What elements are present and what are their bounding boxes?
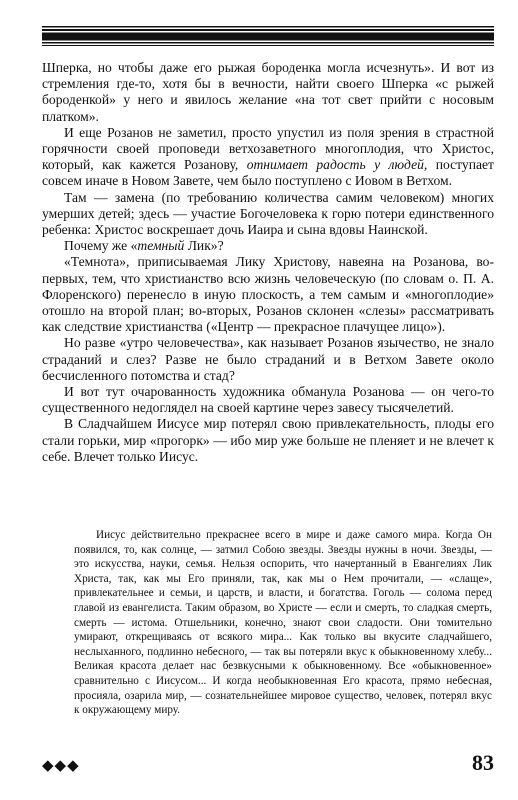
paragraph-3 — [42, 190, 494, 239]
quote-paragraph: Иисус действительно прекраснее всего в мире и даже самого мира. Когда Он появился, то, как солнце, — затмил Собою звезды. Звезды нужны в ночи. Звезды, — это искусства, науки, семья. Нельзя оспорить, что начертанный в Евангелиях Лик Христа, так, как мы Его приняли, так, как мы о Нем прочитали, — «слаще», привлекательнее и семьи, и царств, и власти, и богатства. Гоголь — солома перед главой из евангелиста. Таким образом, во Христе — если и смерть, то сладкая смерть, смерть — истома. Отшельники, конечно, знают свои сладости. Они томительно умирают, открещиваясь от всякого мира... Как только вы вкусите сладчайшего, неслыханного, подлинно небесного, — так вы потеряли вкус к обыкновенному хлебу... Великая красота делает нас безвкусными к обыкновенному. Все «обыкновенное» сравнительно с Иисусом... И когда необыкновенная Его красота, прямо небесная, просияла, озарила мир, — сознательнейшее мировое существо, человек, потерял вкус к окружающему миру. — [74, 529, 492, 717]
text-span: В Сладчайшем Иисусе мир потерял свою привлекательность, плоды его стали горьки, мир «прогорк» — ибо мир уже больше не пленяет и не влечет к себе. Влечет только Иисус. — [42, 416, 494, 464]
paragraph-5 — [42, 254, 494, 335]
text-span: Шперка, но чтобы даже его рыжая бороденка могла исчезнуть». И вот из стремления где-то, хотя бы в вечности, найти своего Шперка «с рыжей бороденкой» у него и явилось желание «на тот свет прийти с носовым платком». — [42, 60, 494, 124]
page-number: 83 — [472, 750, 494, 775]
diamond-ornament-icon: ◆◆◆ — [42, 756, 80, 774]
italic-span: темный — [137, 238, 185, 254]
italic-span: отнимает радость у людей, — [246, 157, 428, 173]
main-text-body — [42, 60, 494, 465]
paragraph-4 — [42, 238, 494, 254]
paragraph-8 — [42, 416, 494, 465]
paragraph-1 — [42, 60, 494, 125]
text-span: Но разве «утро человечества», как называет Розанов язычество, не знало страданий и слез? Разве не было страданий и в Ветхом Завете около бесчисленного потомства и стад? — [42, 335, 494, 383]
text-span: И еще Розанов не заметил, просто упустил из поля зрения в страстной горячности своей проповеди ветхозаветного многоплодия, что Христос, который, как кажется Розанову, — [42, 124, 494, 173]
text-span: Там — замена (по требованию количества самим человеком) многих умерших детей; здесь — участие Богочеловека к горю потери единственного ребенка: Христос воскрешает дочь Иаира и сына вдовы Наинской. — [42, 189, 494, 238]
paragraph-6 — [42, 335, 494, 384]
text-span: Лик»? — [184, 238, 224, 254]
text-span: Почему же « — [64, 238, 138, 254]
page-footer — [42, 750, 494, 780]
text-span: И вот тут очарованность художника обманула Розанова — он чего-то существенного недоглядел на своей картине через завесу тысячелетий. — [42, 384, 494, 416]
header-decorative-rule — [42, 26, 494, 46]
paragraph-2 — [42, 125, 494, 190]
text-span: «Темнота», приписываемая Лику Христову, навеяна на Розанова, во-первых, тем, что христианство всю жизнь человеческую (по словам о. П. А. Флоренского) перенесло в иную плоскость, а тем самым и «многоплодие» отошло на второй план; во-вторых, Розанов склонен «слезы» рассматривать как следствие христианства («Центр — прекрасное плачущее лицо»). — [42, 254, 494, 335]
text-span: поступает совсем иначе в Новом Завете, чем было поступлено с Иовом в Ветхом. — [42, 157, 494, 189]
block-quote — [74, 528, 492, 718]
paragraph-7 — [42, 384, 494, 416]
